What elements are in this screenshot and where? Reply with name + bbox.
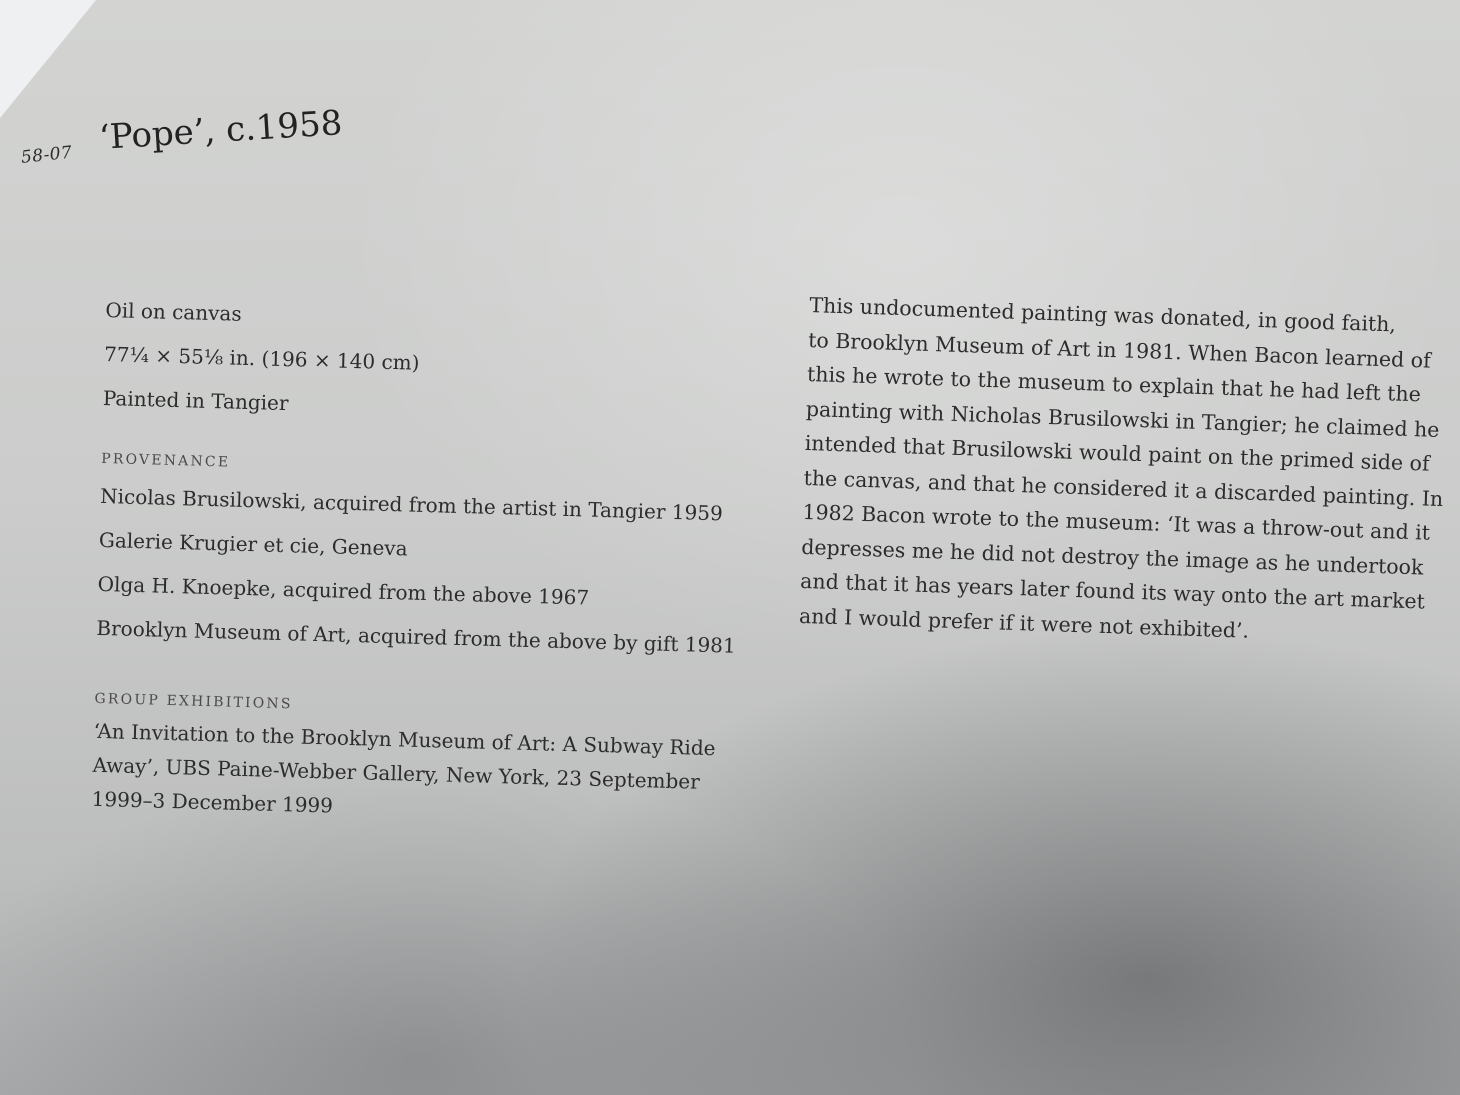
- page-corner-background: [0, 0, 96, 118]
- exhibition-line: Away’, UBS Paine-Webber Gallery, New York, 23 September: [92, 752, 701, 794]
- commentary-line: This undocumented painting was donated, in good faith,: [809, 292, 1397, 337]
- group-exhibitions-heading: GROUP EXHIBITIONS: [94, 690, 293, 713]
- artwork-title: ‘Pope’, c.1958: [98, 103, 344, 158]
- provenance-entry: Galerie Krugier et cie, Geneva: [98, 527, 408, 561]
- provenance-heading: PROVENANCE: [101, 450, 231, 471]
- provenance-entry: Nicolas Brusilowski, acquired from the artist in Tangier 1959: [99, 483, 724, 526]
- commentary-line: 1982 Bacon wrote to the museum: ‘It was a throw-out and it: [802, 499, 1431, 545]
- commentary-line: and I would prefer if it were not exhibited’.: [798, 603, 1250, 643]
- location-text: Painted in Tangier: [102, 385, 289, 416]
- commentary-line: painting with Nicholas Brusilowski in Tangier; he claimed he: [805, 396, 1440, 442]
- commentary-line: this he wrote to the museum to explain that he had left the: [806, 361, 1422, 407]
- exhibition-line: ‘An Invitation to the Brooklyn Museum of Art: A Subway Ride: [93, 718, 716, 761]
- commentary-line: depresses me he did not destroy the image as he undertook: [801, 534, 1424, 579]
- commentary-line: to Brooklyn Museum of Art in 1981. When Bacon learned of: [807, 327, 1432, 373]
- commentary-line: the canvas, and that he considered it a discarded painting. In: [803, 465, 1444, 511]
- provenance-entry: Olga H. Knoepke, acquired from the above 1967: [97, 571, 590, 610]
- catalogue-number: 58-07: [20, 142, 74, 168]
- commentary-line: intended that Brusilowski would paint on the primed side of: [804, 430, 1430, 476]
- medium-text: Oil on canvas: [105, 297, 242, 326]
- dimensions-text: 77¼ × 55⅛ in. (196 × 140 cm): [103, 341, 420, 375]
- artwork-details-column: [91, 288, 785, 835]
- provenance-entry: Brooklyn Museum of Art, acquired from the above by gift 1981: [96, 615, 737, 658]
- commentary-line: and that it has years later found its way onto the art market: [799, 568, 1426, 614]
- commentary-paragraph: [798, 288, 1444, 653]
- group-exhibition-entry: [91, 714, 734, 834]
- exhibition-line: 1999–3 December 1999: [91, 786, 334, 818]
